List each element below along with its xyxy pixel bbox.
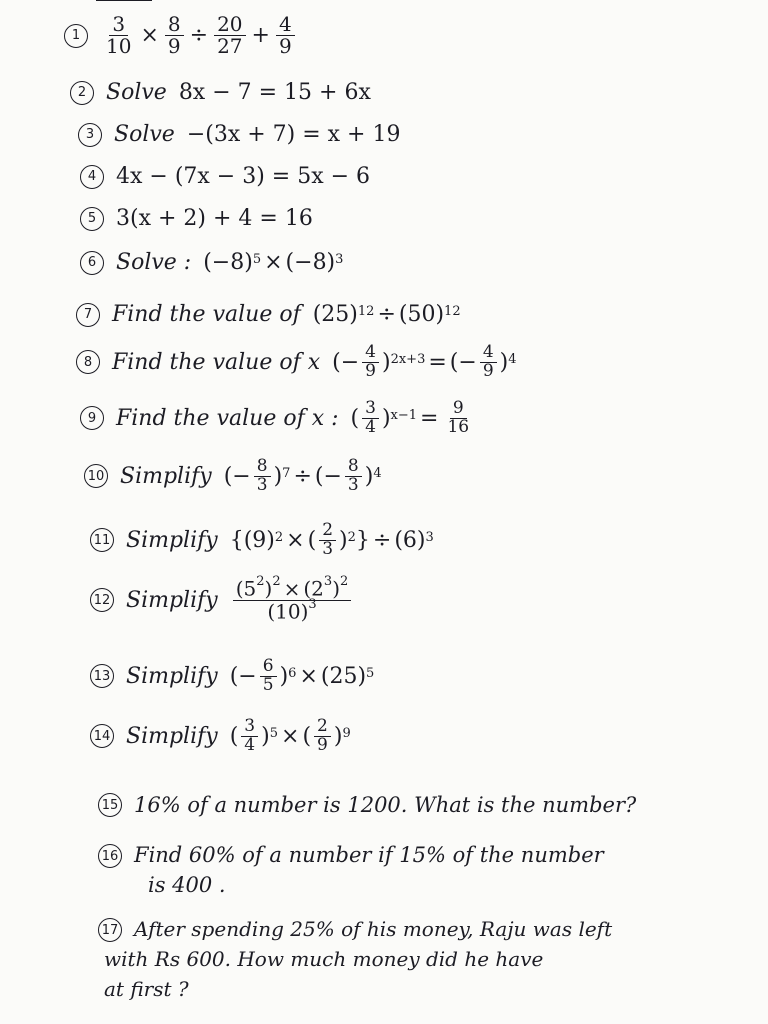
instruction: Find the value of [112, 302, 301, 327]
fraction: $\frac{8}{9}$ [165, 14, 184, 57]
question-7 [76, 302, 461, 327]
expression: ( 3 4 ) $^{x-1}$ = $\frac{9}{16}$ [351, 400, 476, 437]
instruction: Solve : [116, 250, 192, 275]
instruction: Simplify [126, 587, 218, 613]
question-14 [90, 718, 351, 755]
question-number: 10 [84, 464, 108, 488]
fraction: $\frac{4}{9}$ [276, 14, 295, 57]
question-number: 8 [76, 350, 100, 374]
expression: {(9) $^2$ × ( 2 3 ) $^2$ } ÷ (6) $^3$ [229, 520, 434, 559]
instruction: Simplify [126, 527, 218, 553]
question-6 [80, 250, 343, 275]
question-number: 7 [76, 303, 100, 327]
cropped-heading-underline [96, 0, 152, 1]
instruction: Solve [114, 122, 175, 147]
question-10 [84, 458, 382, 495]
fraction: $\frac{4}{9}$ [362, 344, 379, 381]
question-17 [98, 914, 612, 1004]
expression: 8x − 7 = 15 + 6x [178, 80, 371, 105]
expression: (− $\frac{6}{5}$ ) $^6$ × (25) $^5$ [229, 656, 375, 695]
instruction: Find the value of x : [116, 405, 339, 431]
question-number: 2 [70, 81, 94, 105]
fraction: $\frac{6}{5}$ [260, 658, 277, 695]
instruction: Solve [106, 80, 167, 105]
question-number: 4 [80, 165, 104, 189]
question-number: 1 [64, 24, 88, 48]
expression: (25) $^{12}$ ÷ (50) $^{12}$ [312, 302, 461, 327]
question-number: 9 [80, 406, 104, 430]
fraction: 2 3 [319, 522, 336, 559]
instruction: Simplify [126, 723, 218, 749]
fraction: $(5^2)^2 \times (2^3)^2$ $(10)^3$ [233, 578, 352, 622]
expression: (− $\frac{8}{3}$ ) $^7$ ÷ (− $\frac{8}{3}$ ) $^4$ [223, 456, 382, 495]
question-number: 16 [98, 844, 122, 868]
instruction: Simplify [126, 663, 218, 689]
question-16 [98, 840, 604, 900]
question-number: 6 [80, 251, 104, 275]
fraction: $\frac{4}{9}$ [480, 344, 497, 381]
question-number: 11 [90, 528, 114, 552]
question-12 [90, 574, 354, 624]
question-number: 3 [78, 123, 102, 147]
question-13 [90, 658, 374, 695]
instruction: Find the value of x [112, 349, 321, 375]
fraction: 3 4 [241, 718, 258, 755]
fraction: $\frac{20}{27}$ [214, 14, 245, 57]
question-11 [90, 522, 434, 559]
question-8 [76, 344, 517, 381]
expression: 4x − (7x − 3) = 5x − 6 [116, 164, 371, 189]
fraction: 3 4 [362, 400, 379, 437]
question-number: 14 [90, 724, 114, 748]
question-9 [80, 400, 475, 437]
question-3 [78, 122, 400, 147]
expression: −(3x + 7) = x + 19 [186, 122, 401, 147]
question-1 [64, 14, 298, 57]
question-number: 12 [90, 588, 114, 612]
question-text: 16% of a number is 1200. What is the number? [134, 793, 637, 817]
expression: ( 3 4 ) $^5$ × ( 2 9 ) $^9$ [229, 716, 351, 755]
question-number: 13 [90, 664, 114, 688]
instruction: Simplify [120, 463, 212, 489]
question-number: 5 [80, 207, 104, 231]
fraction: 2 9 [314, 718, 331, 755]
question-5 [80, 206, 313, 231]
question-4 [80, 164, 370, 189]
expression: 3(x + 2) + 4 = 16 [116, 206, 313, 231]
question-15 [98, 790, 636, 820]
fraction: $\frac{3}{10}$ [106, 12, 132, 58]
question-text: Find 60% of a number if 15% of the number is 400 . [134, 843, 604, 897]
fraction: $\frac{9}{16}$ [447, 398, 470, 437]
expression [230, 574, 355, 624]
fraction: $\frac{8}{3}$ [345, 458, 362, 495]
question-number: 17 [98, 918, 122, 942]
question-number: 15 [98, 793, 122, 817]
expression: (−8) $^5$ × (−8) $^3$ [203, 250, 344, 275]
expression: $\frac{3}{10}$ × $\frac{8}{9}$ ÷ $\frac{20}{27}$ + $\frac{4}{9}$ [100, 14, 298, 57]
question-2 [70, 80, 371, 105]
question-text: After spending 25% of his money, Raju was left with Rs 600. How much money did he have at first ? [104, 917, 613, 1001]
expression: (− $\frac{4}{9}$ ) $^{2x+3}$ = (− $\frac{4}{9}$ ) $^4$ [332, 342, 517, 381]
fraction: $\frac{8}{3}$ [254, 458, 271, 495]
